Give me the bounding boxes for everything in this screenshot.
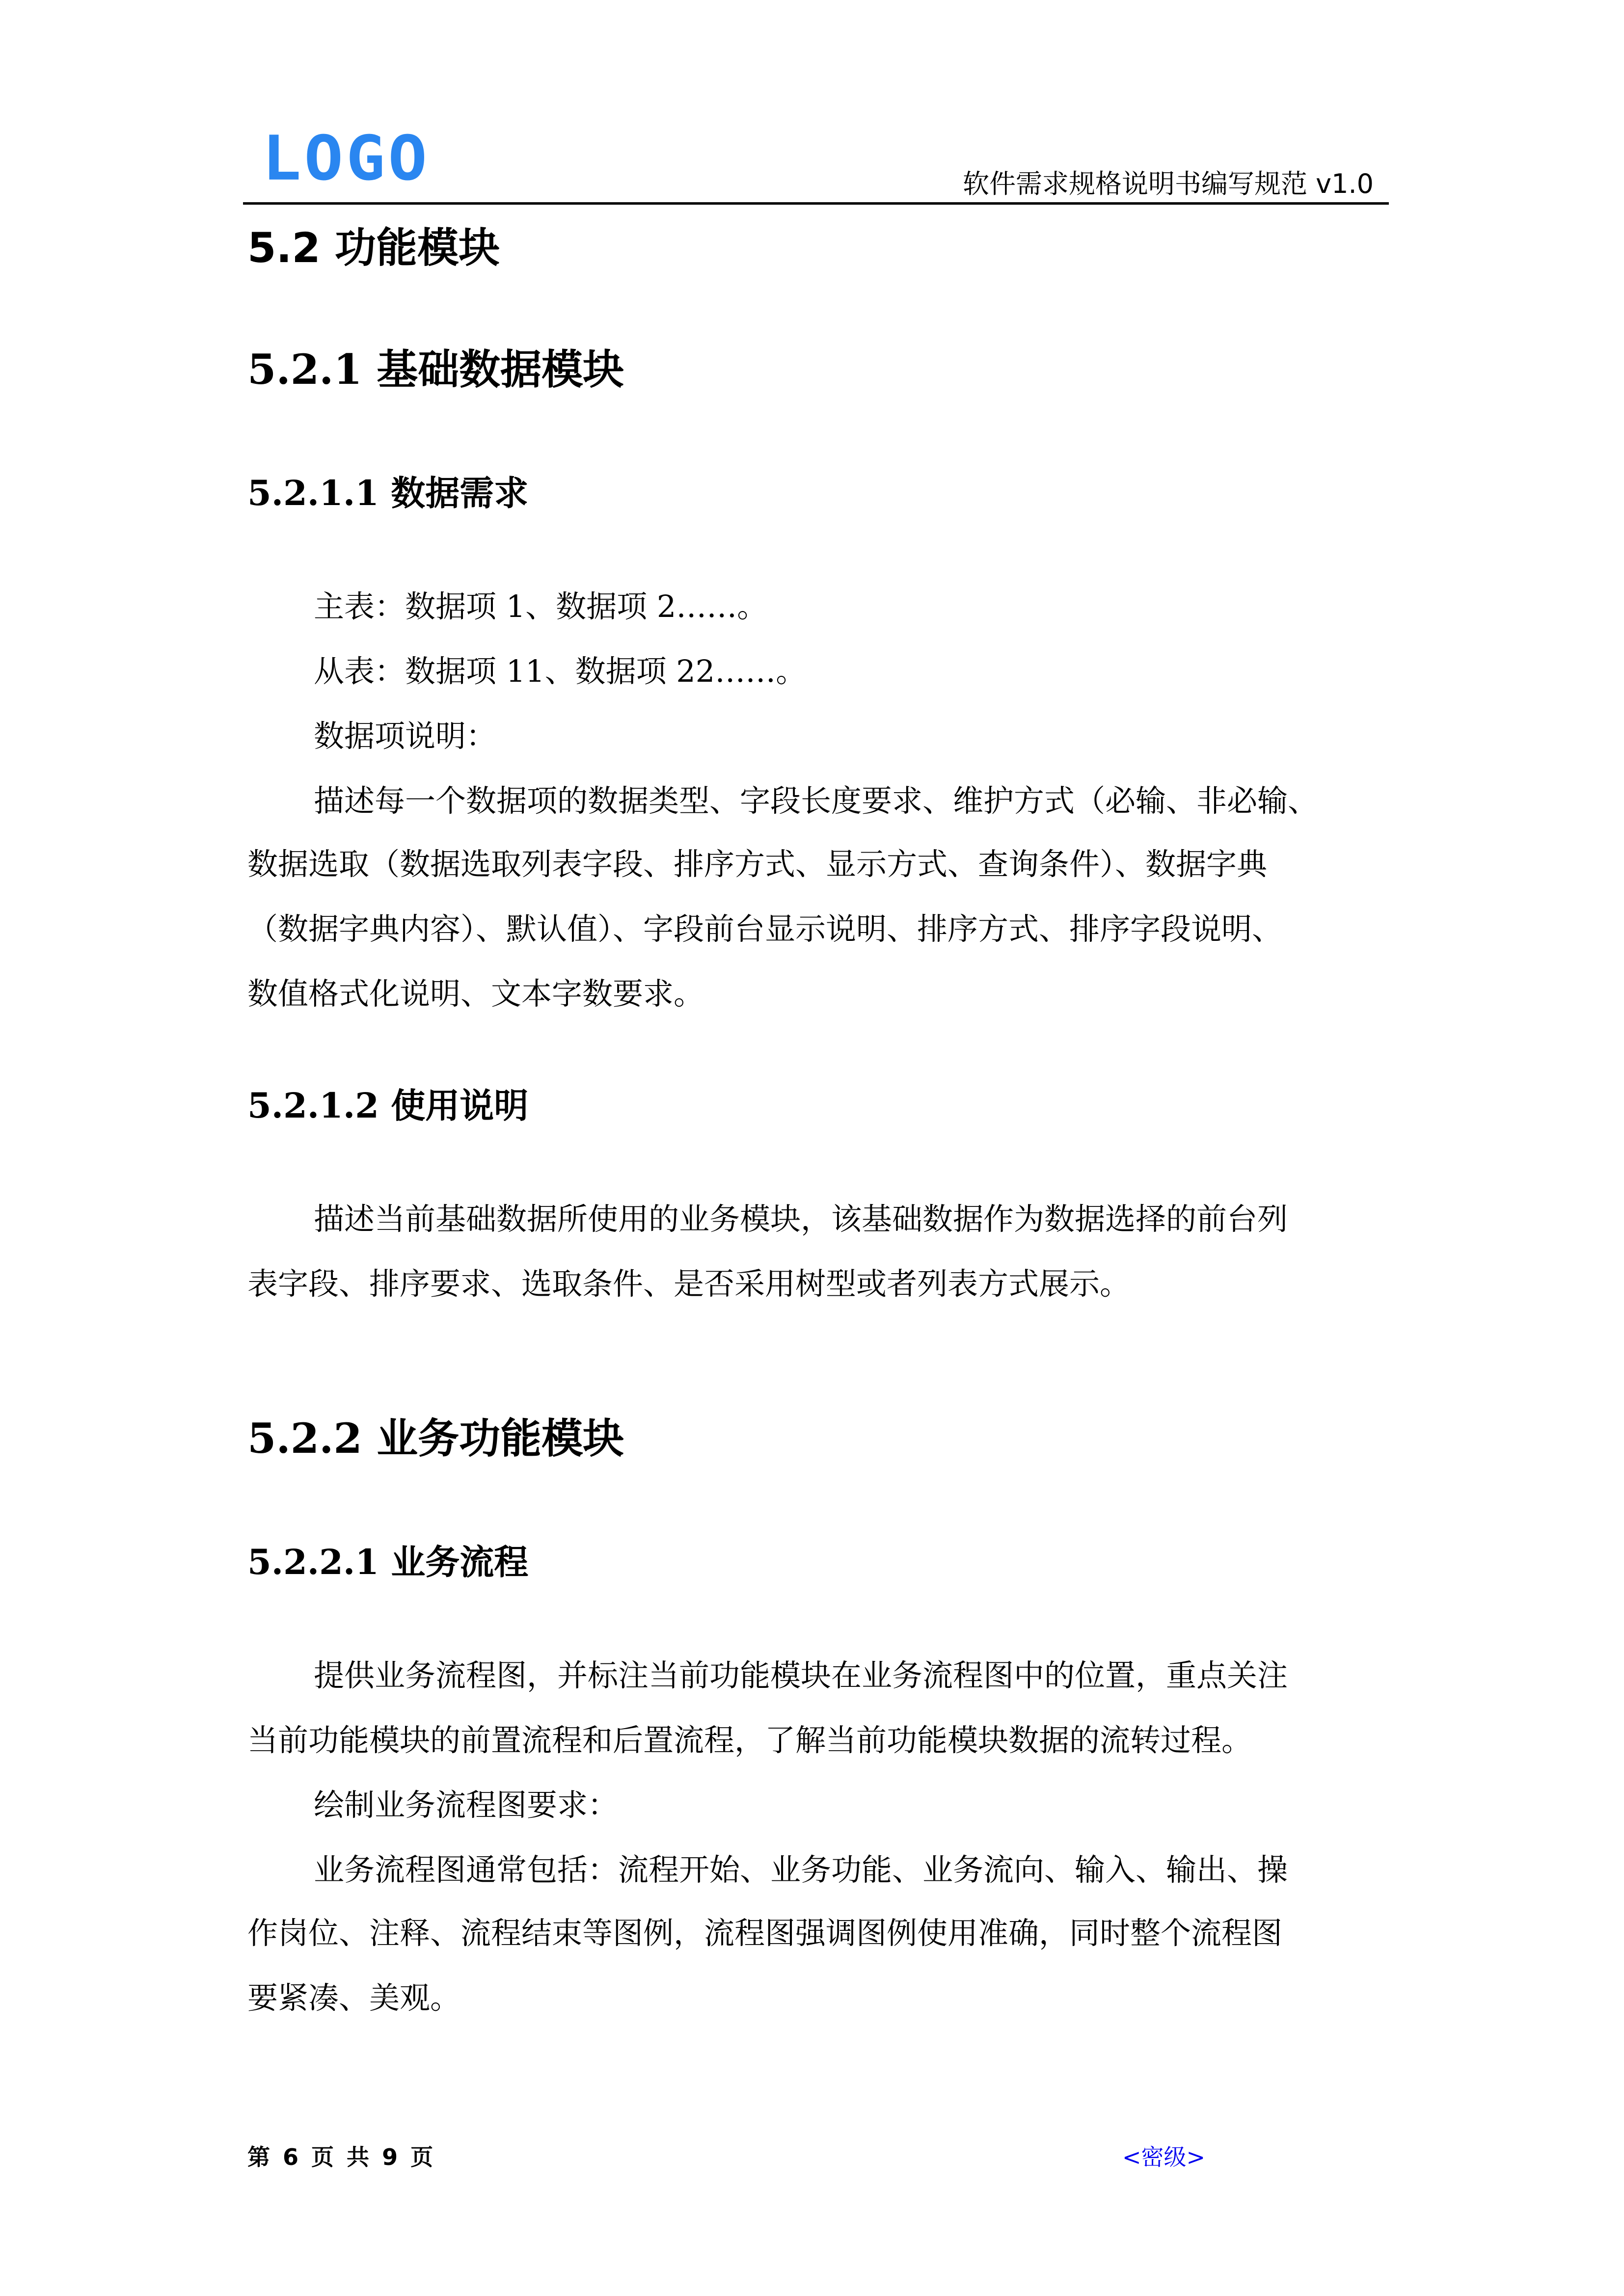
page-number: 第 6 页 共 9 页: [247, 2144, 433, 2170]
company-logo: LOGO: [262, 122, 430, 195]
body-line: 描述每一个数据项的数据类型、字段长度要求、维护方式（必输、非必输、: [314, 783, 1319, 819]
body-line: 主表：数据项 1、数据项 2……。: [314, 588, 768, 624]
body-line: 数据项说明：: [314, 718, 497, 754]
classification-label: <密级>: [1122, 2144, 1206, 2170]
body-line: 表字段、排序要求、选取条件、是否采用树型或者列表方式展示。: [247, 1266, 1131, 1302]
body-line: 当前功能模块的前置流程和后置流程，了解当前功能模块数据的流转过程。: [247, 1722, 1252, 1758]
body-line: 作岗位、注释、流程结束等图例，流程图强调图例使用准确，同时整个流程图: [247, 1915, 1283, 1951]
heading-5-2-1: 5.2.1 基础数据模块: [247, 345, 624, 394]
body-line: 提供业务流程图，并标注当前功能模块在业务流程图中的位置，重点关注: [314, 1657, 1288, 1693]
heading-5-2-1-2: 5.2.1.2 使用说明: [247, 1085, 529, 1126]
heading-5-2: 5.2 功能模块: [247, 224, 500, 272]
body-line: 绘制业务流程图要求：: [314, 1787, 619, 1823]
heading-5-2-1-1: 5.2.1.1 数据需求: [247, 473, 529, 513]
body-line: 描述当前基础数据所使用的业务模块，该基础数据作为数据选择的前台列: [314, 1201, 1288, 1237]
header-divider: [243, 202, 1389, 205]
body-line: 业务流程图通常包括：流程开始、业务功能、业务流向、输入、输出、操: [314, 1852, 1288, 1888]
body-line: 从表：数据项 11、数据项 22……。: [314, 653, 807, 689]
body-line: 数据选取（数据选取列表字段、排序方式、显示方式、查询条件）、数据字典: [247, 846, 1268, 882]
body-line: 要紧凑、美观。: [247, 1980, 461, 2016]
document-header-title: 软件需求规格说明书编写规范 v1.0: [963, 168, 1374, 199]
heading-5-2-2: 5.2.2 业务功能模块: [247, 1414, 624, 1463]
body-line: （数据字典内容）、默认值）、字段前台显示说明、排序方式、排序字段说明、: [247, 911, 1283, 947]
heading-5-2-2-1: 5.2.2.1 业务流程: [247, 1542, 529, 1582]
body-line: 数值格式化说明、文本字数要求。: [247, 976, 704, 1012]
